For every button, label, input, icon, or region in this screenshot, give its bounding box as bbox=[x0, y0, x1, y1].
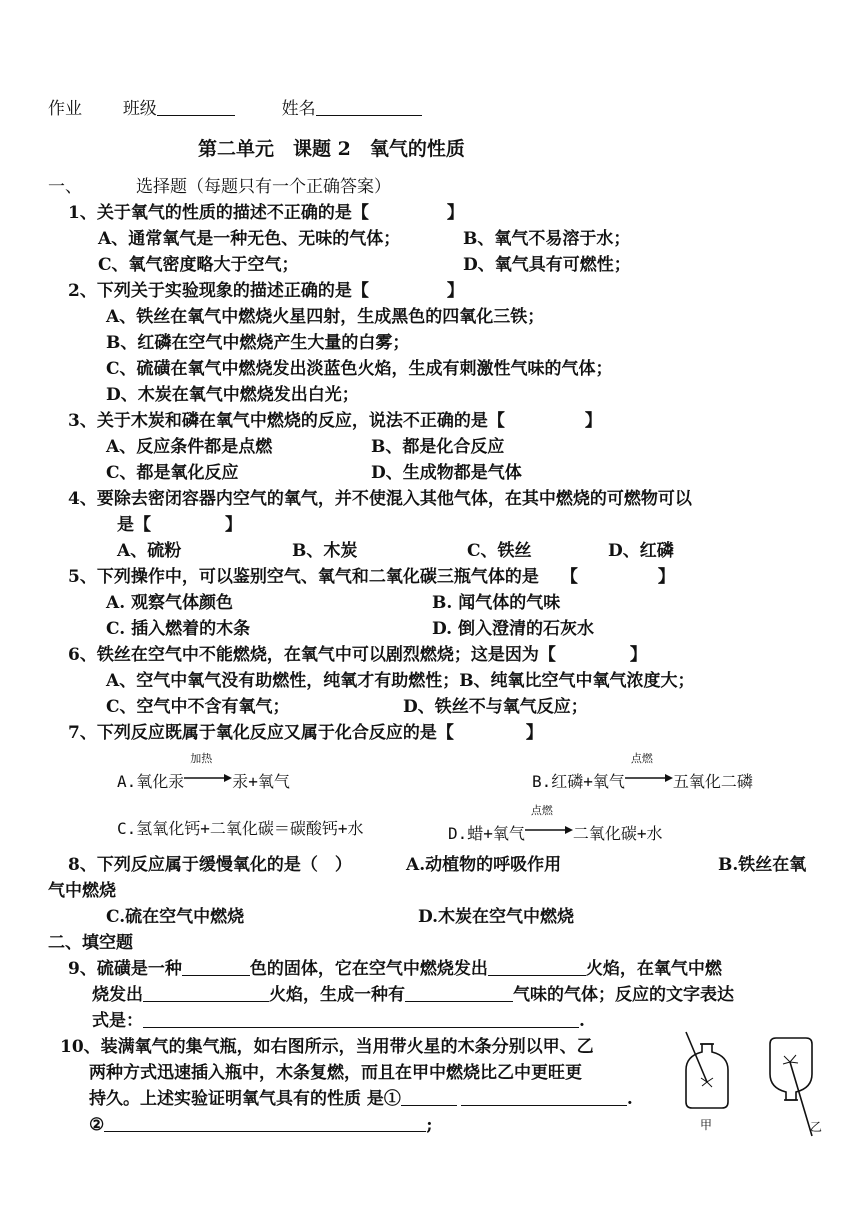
q8-option-a: A.动植物的呼吸作用 bbox=[406, 855, 562, 875]
q6-stem-text: 6、铁丝在空气中不能燃烧，在氧气中可以剧烈燃烧；这是因为【 bbox=[68, 645, 556, 665]
q7-option-b bbox=[532, 752, 753, 794]
q7-a-product: 汞+氧气 bbox=[232, 772, 290, 791]
q10-line1: 10、装满氧气的集气瓶，如右图所示，当用带火星的木条分别以甲、乙 bbox=[60, 1037, 594, 1057]
q3-option-d: D、生成物都是气体 bbox=[371, 463, 522, 483]
q2-option-a: A、铁丝在氧气中燃烧火星四射，生成黑色的四氧化三铁； bbox=[106, 307, 545, 327]
q3-close-bracket: 】 bbox=[584, 411, 602, 431]
q7-b-product: 五氧化二磷 bbox=[672, 772, 753, 791]
homework-label: 作业 bbox=[48, 99, 82, 119]
q7-stem bbox=[68, 721, 543, 745]
q6-option-d: D、铁丝不与氧气反应； bbox=[403, 697, 588, 717]
arrow-icon bbox=[525, 804, 573, 841]
q9-text-1: 9、硫磺是一种 bbox=[68, 959, 182, 979]
q5-stem bbox=[68, 565, 675, 589]
bottle-jia bbox=[686, 1044, 728, 1108]
q6-option-c: C、空气中不含有氧气； bbox=[106, 697, 290, 717]
q10-line3-text: 持久。上述实验证明氧气具有的性质 是① bbox=[89, 1089, 401, 1109]
arrow-icon bbox=[184, 752, 232, 789]
section2-heading: 二、填空题 bbox=[48, 933, 133, 953]
q10-blank-2[interactable] bbox=[104, 1113, 426, 1132]
arrow-icon bbox=[625, 752, 673, 789]
q5-close-bracket: 】 bbox=[657, 567, 675, 587]
q9-blank-odor[interactable] bbox=[405, 983, 513, 1002]
q9-text-7: 式是： bbox=[92, 1011, 143, 1031]
q7-close-bracket: 】 bbox=[525, 723, 543, 743]
header-line bbox=[48, 97, 422, 121]
q10-line4-start: ② bbox=[89, 1115, 105, 1135]
q2-stem bbox=[68, 279, 464, 303]
q2-close-bracket: 】 bbox=[446, 281, 464, 301]
q5-option-d: D. 倒入澄清的石灰水 bbox=[432, 619, 594, 639]
q2-stem-text: 2、下列关于实验现象的描述正确的是【 bbox=[68, 281, 369, 301]
q7-a-reactant: A.氧化汞 bbox=[117, 772, 185, 791]
q4-stem-continued bbox=[117, 513, 242, 537]
q10-line4-end: ; bbox=[426, 1115, 433, 1135]
q1-option-a: A、通常氧气是一种无色、无味的气体； bbox=[98, 229, 401, 249]
q1-option-b: B、氧气不易溶于水； bbox=[463, 229, 631, 249]
section1-title: 选择题（每题只有一个正确答案） bbox=[136, 177, 391, 197]
q10-line3 bbox=[89, 1087, 633, 1111]
q7-b-condition: 点燃 bbox=[630, 752, 653, 765]
q1-close-bracket: 】 bbox=[446, 203, 464, 223]
q7-option-c: C.氢氧化钙+二氧化碳＝碳酸钙+水 bbox=[117, 819, 364, 838]
q4-stem: 4、要除去密闭容器内空气的氧气，并不使混入其他气体，在其中燃烧的可燃物可以 bbox=[68, 489, 692, 509]
q1-option-c: C、氧气密度略大于空气； bbox=[98, 255, 299, 275]
splint-jia bbox=[686, 1032, 707, 1082]
q9-line2 bbox=[92, 983, 734, 1007]
q2-option-d: D、木炭在氧气中燃烧发出白光； bbox=[106, 385, 359, 405]
gas-bottle-figure bbox=[680, 1030, 830, 1140]
q3-option-b: B、都是化合反应 bbox=[371, 437, 505, 457]
q9-text-5: 火焰，生成一种有 bbox=[269, 985, 405, 1005]
q4-option-d: D、红磷 bbox=[608, 541, 674, 561]
page-title: 第二单元 课题 2 氧气的性质 bbox=[198, 138, 465, 160]
q9-blank-flame-oxygen[interactable] bbox=[143, 983, 269, 1002]
q3-option-c: C、都是氧化反应 bbox=[106, 463, 239, 483]
q9-text-2: 色的固体，它在空气中燃烧发出 bbox=[249, 959, 488, 979]
q5-stem-text: 5、下列操作中，可以鉴别空气、氧气和二氧化碳三瓶气体的是 bbox=[68, 567, 539, 587]
label-jia: 甲 bbox=[700, 1118, 713, 1132]
q6-stem bbox=[68, 643, 647, 667]
q9-line3 bbox=[92, 1009, 585, 1033]
q9-text-3: 火焰，在氧气中燃 bbox=[585, 959, 722, 979]
q1-option-d: D、氧气具有可燃性； bbox=[463, 255, 631, 275]
bottle-yi bbox=[770, 1038, 812, 1100]
q4-option-b: B、木炭 bbox=[292, 541, 358, 561]
name-label: 姓名 bbox=[281, 99, 316, 119]
q2-option-c: C、硫磺在氧气中燃烧发出淡蓝色火焰，生成有刺激性气味的气体； bbox=[106, 359, 613, 379]
q1-stem bbox=[68, 201, 464, 225]
q7-d-product: 二氧化碳+水 bbox=[572, 824, 663, 843]
q9-text-8: . bbox=[579, 1011, 585, 1031]
q10-line4 bbox=[89, 1113, 433, 1137]
q4-option-a: A、硫粉 bbox=[117, 541, 182, 561]
label-yi: 乙 bbox=[810, 1120, 823, 1134]
q9-blank-expression[interactable] bbox=[143, 1009, 579, 1028]
q7-option-a bbox=[117, 752, 290, 794]
class-label: 班级 bbox=[122, 99, 157, 119]
q9-line1 bbox=[68, 957, 722, 981]
q7-a-condition: 加热 bbox=[190, 752, 213, 765]
q2-option-b: B、红磷在空气中燃烧产生大量的白雾； bbox=[106, 333, 410, 353]
q4-stem2-text: 是【 bbox=[117, 515, 151, 535]
q10-blank-1b[interactable] bbox=[461, 1087, 627, 1106]
q8-option-c: C.硫在空气中燃烧 bbox=[106, 907, 245, 927]
q8-stem: 8、下列反应属于缓慢氧化的是（ ） bbox=[68, 855, 352, 875]
q6-option-ab: A、空气中氧气没有助燃性，纯氧才有助燃性；B、纯氧比空气中氧气浓度大； bbox=[106, 671, 695, 691]
q9-blank-flame-air[interactable] bbox=[488, 957, 586, 976]
q3-stem-text: 3、关于木炭和磷在氧气中燃烧的反应，说法不正确的是【 bbox=[68, 411, 505, 431]
q1-stem-text: 1、关于氧气的性质的描述不正确的是【 bbox=[68, 203, 369, 223]
q4-close-bracket: 】 bbox=[225, 515, 242, 535]
q4-option-c: C、铁丝 bbox=[467, 541, 532, 561]
q10-line3-end: . bbox=[626, 1089, 633, 1109]
q9-text-6: 气味的气体；反应的文字表达 bbox=[513, 985, 734, 1005]
q8-option-b-part1: B.铁丝在氧 bbox=[718, 855, 807, 875]
q7-d-reactant: D.蜡+氧气 bbox=[448, 824, 525, 843]
q10-blank-1a[interactable] bbox=[401, 1087, 457, 1106]
q5-open-bracket: 【 bbox=[560, 567, 578, 587]
q7-option-d bbox=[448, 804, 663, 846]
q8-option-d: D.木炭在空气中燃烧 bbox=[418, 907, 575, 927]
class-blank[interactable] bbox=[157, 97, 235, 116]
q3-stem bbox=[68, 409, 602, 433]
q9-text-4: 烧发出 bbox=[92, 985, 143, 1005]
q5-option-a: A. 观察气体颜色 bbox=[106, 593, 234, 613]
q8-option-b-part2: 气中燃烧 bbox=[48, 881, 116, 901]
q5-option-b: B. 闻气体的气味 bbox=[432, 593, 561, 613]
splint-yi bbox=[790, 1062, 812, 1136]
q3-option-a: A、反应条件都是点燃 bbox=[106, 437, 273, 457]
q9-blank-color[interactable] bbox=[182, 957, 250, 976]
q10-line2: 两种方式迅速插入瓶中，木条复燃，而且在甲中燃烧比乙中更旺更 bbox=[89, 1063, 582, 1083]
spark-jia-icon bbox=[701, 1078, 713, 1087]
q5-option-c: C. 插入燃着的木条 bbox=[106, 619, 251, 639]
q7-b-reactant: B.红磷+氧气 bbox=[532, 772, 625, 791]
section1-heading bbox=[48, 175, 391, 199]
q7-stem-text: 7、下列反应既属于氧化反应又属于化合反应的是【 bbox=[68, 723, 454, 743]
q6-close-bracket: 】 bbox=[629, 645, 647, 665]
section1-number: 一、 bbox=[48, 177, 82, 197]
name-blank[interactable] bbox=[316, 97, 422, 116]
q7-d-condition: 点燃 bbox=[530, 804, 553, 817]
